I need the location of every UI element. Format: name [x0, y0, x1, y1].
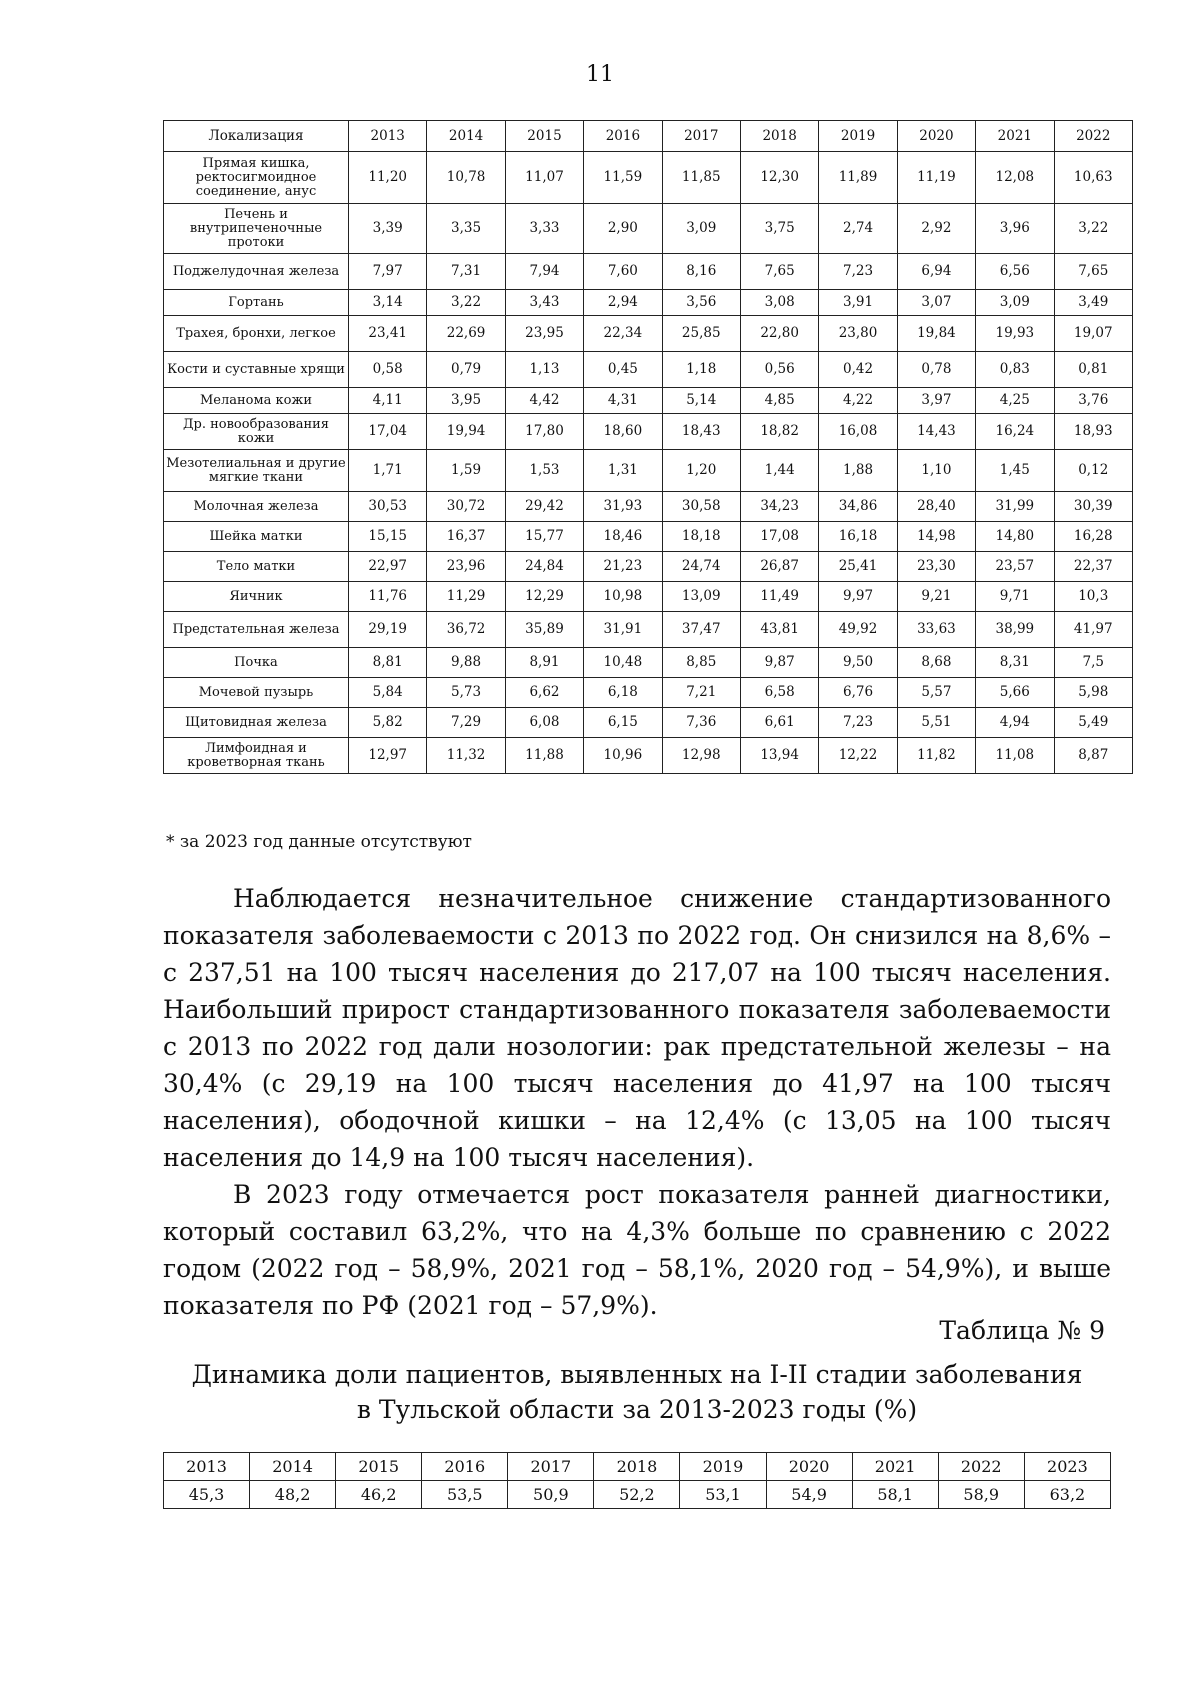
value-cell: 50,9 — [508, 1481, 594, 1509]
table-cell: 10,98 — [584, 582, 662, 612]
row-label: Др. новообразования кожи — [164, 414, 349, 450]
row-label: Трахея, бронхи, легкое — [164, 316, 349, 352]
table-cell: 18,43 — [662, 414, 740, 450]
table-cell: 3,43 — [505, 290, 583, 316]
table-cell: 8,81 — [349, 648, 427, 678]
table-row — [164, 152, 1133, 204]
table-cell: 0,78 — [897, 352, 975, 388]
table-cell: 38,99 — [976, 612, 1054, 648]
table-cell: 12,97 — [349, 738, 427, 774]
table-cell: 1,45 — [976, 450, 1054, 492]
row-label: Молочная железа — [164, 492, 349, 522]
year-cell: 2019 — [680, 1453, 766, 1481]
table-cell: 11,89 — [819, 152, 897, 204]
row-label: Лимфоидная и кроветворная ткань — [164, 738, 349, 774]
value-cell: 58,9 — [938, 1481, 1024, 1509]
table-cell: 5,66 — [976, 678, 1054, 708]
table-cell: 22,97 — [349, 552, 427, 582]
column-header: 2018 — [740, 121, 818, 152]
row-label: Яичник — [164, 582, 349, 612]
table-cell: 4,42 — [505, 388, 583, 414]
table-cell: 21,23 — [584, 552, 662, 582]
table-cell: 22,69 — [427, 316, 505, 352]
table-cell: 7,21 — [662, 678, 740, 708]
paragraph: В 2023 году отмечается рост показателя ранней диагностики, который составил 63,2%, что на 4,3% больше по сравнению с 2022 годом (2022 год – 58,9%, 2021 год – 58,1%, 2020 год – 54,9%), и выше показателя по РФ (2021 год – 57,9%). — [163, 1180, 1111, 1320]
table-row — [164, 738, 1133, 774]
table-cell: 8,87 — [1054, 738, 1132, 774]
paragraph: Наблюдается незначительное снижение стандартизованного показателя заболеваемости с 2013 по 2022 год. Он снизился на 8,6% – с 237,51 на 100 тысяч населения до 217,07 на 100 тысяч населения. Наибольший прирост стандартизованного показателя заболеваемости с 2013 по 2022 год дали нозологии: рак предстательной железы – на 30,4% (с 29,19 на 100 тысяч населения до 41,97 на 100 тысяч населения), ободочной кишки – на 12,4% (с 13,05 на 100 тысяч населения до 14,9 на 100 тысяч населения). — [163, 884, 1111, 1172]
table-row — [164, 648, 1133, 678]
column-header: 2014 — [427, 121, 505, 152]
table-cell: 11,59 — [584, 152, 662, 204]
year-cell: 2016 — [422, 1453, 508, 1481]
table-cell: 24,84 — [505, 552, 583, 582]
table-cell: 7,65 — [740, 254, 818, 290]
table-cell: 3,76 — [1054, 388, 1132, 414]
table-cell: 3,75 — [740, 204, 818, 254]
table-cell: 17,08 — [740, 522, 818, 552]
page-number: 11 — [586, 62, 614, 87]
table-title — [163, 1357, 1111, 1427]
table-cell: 17,04 — [349, 414, 427, 450]
table-cell: 0,56 — [740, 352, 818, 388]
value-cell: 53,5 — [422, 1481, 508, 1509]
row-label: Кости и суставные хрящи — [164, 352, 349, 388]
table-cell: 9,87 — [740, 648, 818, 678]
table-cell: 25,85 — [662, 316, 740, 352]
table-row — [164, 414, 1133, 450]
column-header: 2019 — [819, 121, 897, 152]
table-cell: 6,61 — [740, 708, 818, 738]
table-cell: 28,40 — [897, 492, 975, 522]
table-cell: 6,08 — [505, 708, 583, 738]
value-cell: 48,2 — [250, 1481, 336, 1509]
table-cell: 1,71 — [349, 450, 427, 492]
row-label: Предстательная железа — [164, 612, 349, 648]
table-cell: 1,13 — [505, 352, 583, 388]
table-cell: 12,98 — [662, 738, 740, 774]
table-cell: 16,28 — [1054, 522, 1132, 552]
table-row — [164, 1453, 1111, 1481]
column-header: 2015 — [505, 121, 583, 152]
table-cell: 9,71 — [976, 582, 1054, 612]
table-cell: 11,49 — [740, 582, 818, 612]
table-cell: 17,80 — [505, 414, 583, 450]
table-row — [164, 204, 1133, 254]
row-label: Шейка матки — [164, 522, 349, 552]
row-label: Прямая кишка, ректосигмоидное соединение, анус — [164, 152, 349, 204]
table-cell: 5,51 — [897, 708, 975, 738]
table-cell: 7,65 — [1054, 254, 1132, 290]
table-cell: 11,32 — [427, 738, 505, 774]
incidence-table — [163, 120, 1133, 774]
table-cell: 1,53 — [505, 450, 583, 492]
table-cell: 23,96 — [427, 552, 505, 582]
table-cell: 36,72 — [427, 612, 505, 648]
table-cell: 3,39 — [349, 204, 427, 254]
table-cell: 3,22 — [427, 290, 505, 316]
table-cell: 30,53 — [349, 492, 427, 522]
table-cell: 9,21 — [897, 582, 975, 612]
table-cell: 7,5 — [1054, 648, 1132, 678]
table-cell: 19,07 — [1054, 316, 1132, 352]
table-cell: 16,37 — [427, 522, 505, 552]
table-cell: 2,90 — [584, 204, 662, 254]
table-cell: 14,43 — [897, 414, 975, 450]
table-cell: 6,94 — [897, 254, 975, 290]
body-text — [163, 880, 1111, 1324]
table-cell: 3,08 — [740, 290, 818, 316]
row-label: Почка — [164, 648, 349, 678]
table-cell: 11,08 — [976, 738, 1054, 774]
table-cell: 25,41 — [819, 552, 897, 582]
table-row — [164, 678, 1133, 708]
table-cell: 33,63 — [897, 612, 975, 648]
table-row — [164, 492, 1133, 522]
value-cell: 45,3 — [164, 1481, 250, 1509]
table-cell: 7,29 — [427, 708, 505, 738]
table-cell: 2,74 — [819, 204, 897, 254]
table-cell: 8,68 — [897, 648, 975, 678]
table-cell: 0,81 — [1054, 352, 1132, 388]
table-cell: 4,22 — [819, 388, 897, 414]
table-cell: 11,20 — [349, 152, 427, 204]
early-diagnosis-table — [163, 1452, 1111, 1509]
table-cell: 19,84 — [897, 316, 975, 352]
table-cell: 1,44 — [740, 450, 818, 492]
value-cell: 54,9 — [766, 1481, 852, 1509]
table-cell: 5,84 — [349, 678, 427, 708]
value-cell: 58,1 — [852, 1481, 938, 1509]
table-cell: 18,18 — [662, 522, 740, 552]
table-cell: 8,16 — [662, 254, 740, 290]
table-cell: 9,50 — [819, 648, 897, 678]
table-cell: 1,20 — [662, 450, 740, 492]
table-cell: 5,14 — [662, 388, 740, 414]
table-cell: 13,09 — [662, 582, 740, 612]
table-cell: 31,99 — [976, 492, 1054, 522]
table-cell: 26,87 — [740, 552, 818, 582]
table-cell: 14,80 — [976, 522, 1054, 552]
table-cell: 37,47 — [662, 612, 740, 648]
table-cell: 12,08 — [976, 152, 1054, 204]
table-cell: 1,31 — [584, 450, 662, 492]
year-cell: 2017 — [508, 1453, 594, 1481]
table-cell: 23,80 — [819, 316, 897, 352]
table-cell: 19,93 — [976, 316, 1054, 352]
table-cell: 0,42 — [819, 352, 897, 388]
table-cell: 23,30 — [897, 552, 975, 582]
table-cell: 24,74 — [662, 552, 740, 582]
row-label: Мочевой пузырь — [164, 678, 349, 708]
table-cell: 6,15 — [584, 708, 662, 738]
table-cell: 4,11 — [349, 388, 427, 414]
table-cell: 4,94 — [976, 708, 1054, 738]
table-cell: 4,25 — [976, 388, 1054, 414]
year-cell: 2018 — [594, 1453, 680, 1481]
table-cell: 8,31 — [976, 648, 1054, 678]
table-cell: 4,85 — [740, 388, 818, 414]
table-cell: 3,49 — [1054, 290, 1132, 316]
table-cell: 22,80 — [740, 316, 818, 352]
table-title-line: Динамика доли пациентов, выявленных на I-II стадии заболевания — [191, 1360, 1083, 1389]
year-cell: 2023 — [1024, 1453, 1110, 1481]
table-cell: 7,36 — [662, 708, 740, 738]
table-cell: 0,83 — [976, 352, 1054, 388]
table-cell: 30,72 — [427, 492, 505, 522]
table-cell: 2,92 — [897, 204, 975, 254]
table-cell: 11,07 — [505, 152, 583, 204]
table-cell: 1,88 — [819, 450, 897, 492]
table-cell: 10,96 — [584, 738, 662, 774]
table-cell: 19,94 — [427, 414, 505, 450]
table-cell: 3,33 — [505, 204, 583, 254]
table-cell: 15,15 — [349, 522, 427, 552]
table-cell: 18,46 — [584, 522, 662, 552]
table-footnote: * за 2023 год данные отсутствуют — [166, 832, 472, 852]
row-label: Мезотелиальная и другие мягкие ткани — [164, 450, 349, 492]
table-cell: 5,98 — [1054, 678, 1132, 708]
row-label: Тело матки — [164, 552, 349, 582]
table-cell: 23,41 — [349, 316, 427, 352]
table-cell: 6,56 — [976, 254, 1054, 290]
year-cell: 2020 — [766, 1453, 852, 1481]
value-cell: 52,2 — [594, 1481, 680, 1509]
table-cell: 9,97 — [819, 582, 897, 612]
table-cell: 3,91 — [819, 290, 897, 316]
table-cell: 30,39 — [1054, 492, 1132, 522]
table-cell: 9,88 — [427, 648, 505, 678]
year-cell: 2021 — [852, 1453, 938, 1481]
table-cell: 0,58 — [349, 352, 427, 388]
table-cell: 8,91 — [505, 648, 583, 678]
row-label: Гортань — [164, 290, 349, 316]
row-label: Щитовидная железа — [164, 708, 349, 738]
row-label: Печень и внутрипеченочные протоки — [164, 204, 349, 254]
table-cell: 4,31 — [584, 388, 662, 414]
table-cell: 5,49 — [1054, 708, 1132, 738]
column-header: 2017 — [662, 121, 740, 152]
table-cell: 2,94 — [584, 290, 662, 316]
table-cell: 34,86 — [819, 492, 897, 522]
table-cell: 31,93 — [584, 492, 662, 522]
table-cell: 7,94 — [505, 254, 583, 290]
table-cell: 1,18 — [662, 352, 740, 388]
table-cell: 14,98 — [897, 522, 975, 552]
table-cell: 5,82 — [349, 708, 427, 738]
table-cell: 8,85 — [662, 648, 740, 678]
table-cell: 11,82 — [897, 738, 975, 774]
table-cell: 3,14 — [349, 290, 427, 316]
column-header: 2013 — [349, 121, 427, 152]
table-cell: 16,18 — [819, 522, 897, 552]
table-cell: 49,92 — [819, 612, 897, 648]
table-number-label: Таблица № 9 — [939, 1316, 1105, 1345]
table-cell: 6,76 — [819, 678, 897, 708]
table-row — [164, 316, 1133, 352]
year-cell: 2013 — [164, 1453, 250, 1481]
table-cell: 3,95 — [427, 388, 505, 414]
year-cell: 2014 — [250, 1453, 336, 1481]
table-cell: 13,94 — [740, 738, 818, 774]
table-cell: 3,35 — [427, 204, 505, 254]
table-cell: 11,76 — [349, 582, 427, 612]
table-cell: 7,60 — [584, 254, 662, 290]
column-header: Локализация — [164, 121, 349, 152]
table-cell: 6,18 — [584, 678, 662, 708]
table-cell: 7,23 — [819, 708, 897, 738]
table-cell: 3,56 — [662, 290, 740, 316]
table-cell: 7,97 — [349, 254, 427, 290]
value-cell: 46,2 — [336, 1481, 422, 1509]
table-cell: 11,85 — [662, 152, 740, 204]
table-cell: 3,22 — [1054, 204, 1132, 254]
table-cell: 1,10 — [897, 450, 975, 492]
row-label: Поджелудочная железа — [164, 254, 349, 290]
table-cell: 3,07 — [897, 290, 975, 316]
table-cell: 3,09 — [662, 204, 740, 254]
table-row — [164, 254, 1133, 290]
table-row — [164, 708, 1133, 738]
table-cell: 41,97 — [1054, 612, 1132, 648]
table-cell: 5,57 — [897, 678, 975, 708]
row-label: Меланома кожи — [164, 388, 349, 414]
value-cell: 63,2 — [1024, 1481, 1110, 1509]
table-cell: 18,93 — [1054, 414, 1132, 450]
table-cell: 3,97 — [897, 388, 975, 414]
table-cell: 5,73 — [427, 678, 505, 708]
value-cell: 53,1 — [680, 1481, 766, 1509]
table-cell: 11,29 — [427, 582, 505, 612]
table-row — [164, 612, 1133, 648]
table-cell: 12,30 — [740, 152, 818, 204]
table-cell: 16,24 — [976, 414, 1054, 450]
year-cell: 2022 — [938, 1453, 1024, 1481]
table-cell: 10,48 — [584, 648, 662, 678]
table-cell: 3,09 — [976, 290, 1054, 316]
table-row — [164, 522, 1133, 552]
table-row — [164, 1481, 1111, 1509]
table-cell: 30,58 — [662, 492, 740, 522]
column-header: 2016 — [584, 121, 662, 152]
column-header: 2020 — [897, 121, 975, 152]
table-cell: 43,81 — [740, 612, 818, 648]
table-cell: 10,78 — [427, 152, 505, 204]
table-cell: 23,95 — [505, 316, 583, 352]
table-cell: 16,08 — [819, 414, 897, 450]
table-cell: 35,89 — [505, 612, 583, 648]
table-cell: 7,23 — [819, 254, 897, 290]
table-row — [164, 388, 1133, 414]
table-cell: 6,58 — [740, 678, 818, 708]
table-cell: 18,82 — [740, 414, 818, 450]
table-cell: 18,60 — [584, 414, 662, 450]
column-header: 2022 — [1054, 121, 1132, 152]
table-cell: 7,31 — [427, 254, 505, 290]
table-row — [164, 582, 1133, 612]
table-cell: 22,37 — [1054, 552, 1132, 582]
table-cell: 12,22 — [819, 738, 897, 774]
table-cell: 10,63 — [1054, 152, 1132, 204]
table-cell: 11,19 — [897, 152, 975, 204]
table-cell: 34,23 — [740, 492, 818, 522]
table-cell: 29,42 — [505, 492, 583, 522]
table-cell: 23,57 — [976, 552, 1054, 582]
table-cell: 29,19 — [349, 612, 427, 648]
column-header: 2021 — [976, 121, 1054, 152]
table-row — [164, 352, 1133, 388]
table-cell: 0,79 — [427, 352, 505, 388]
table-cell: 31,91 — [584, 612, 662, 648]
table-title-line: в Тульской области за 2013-2023 годы (%) — [356, 1395, 918, 1424]
table-cell: 0,45 — [584, 352, 662, 388]
table-row — [164, 552, 1133, 582]
table-cell: 10,3 — [1054, 582, 1132, 612]
year-cell: 2015 — [336, 1453, 422, 1481]
table-cell: 11,88 — [505, 738, 583, 774]
table-row — [164, 450, 1133, 492]
table-cell: 22,34 — [584, 316, 662, 352]
table-cell: 15,77 — [505, 522, 583, 552]
table-row — [164, 290, 1133, 316]
table-cell: 0,12 — [1054, 450, 1132, 492]
table-header-row — [164, 121, 1133, 152]
table-cell: 12,29 — [505, 582, 583, 612]
table-cell: 6,62 — [505, 678, 583, 708]
table-cell: 1,59 — [427, 450, 505, 492]
table-cell: 3,96 — [976, 204, 1054, 254]
